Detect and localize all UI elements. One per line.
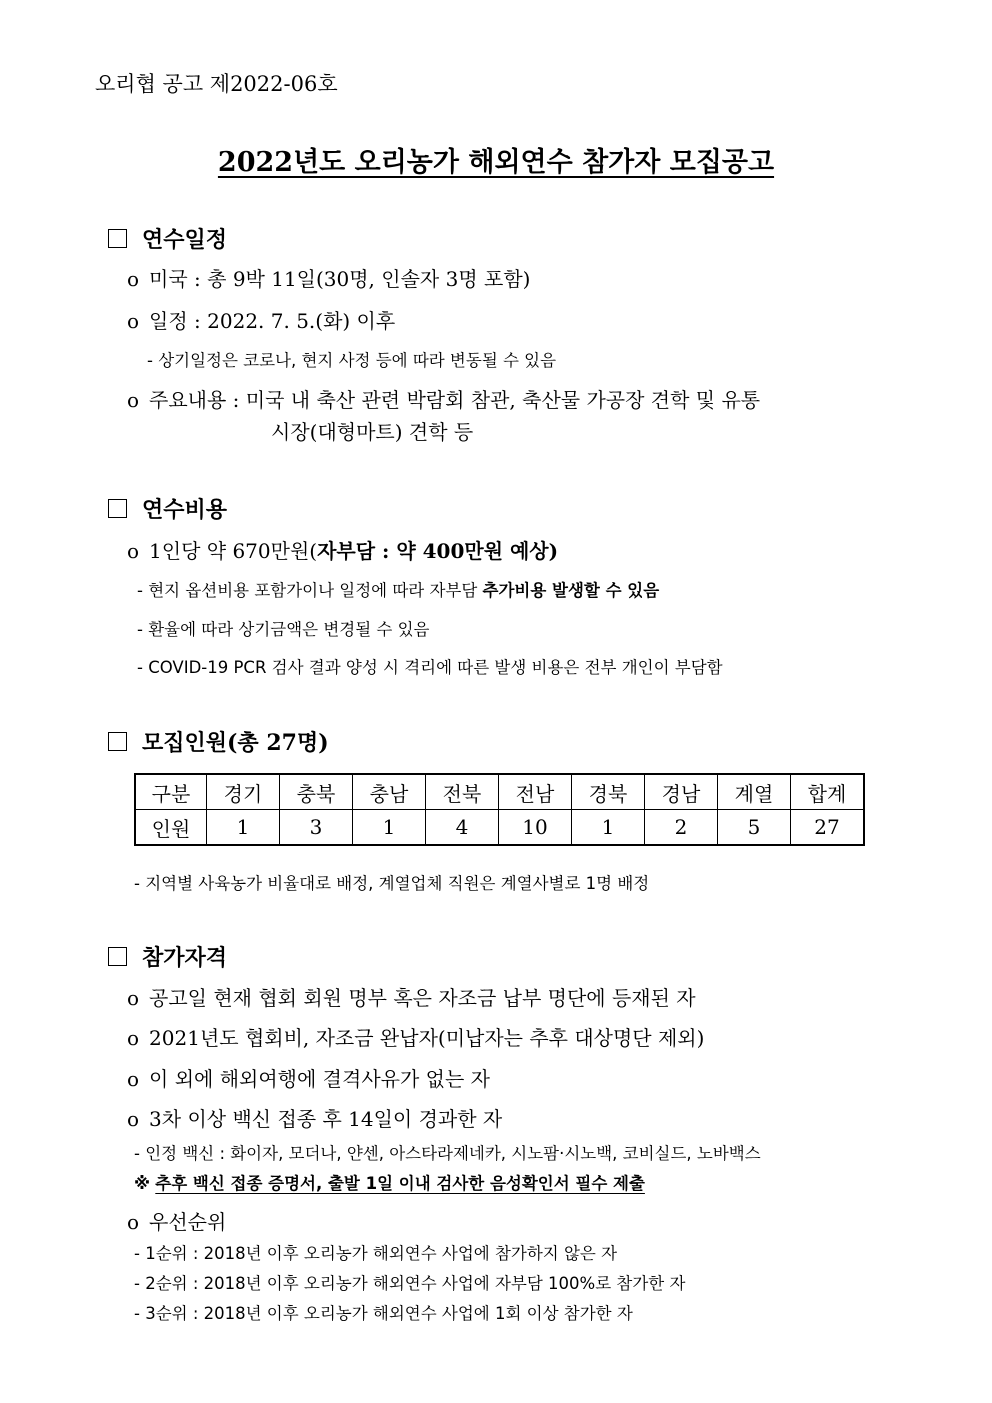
bullet-icon: o xyxy=(127,267,140,291)
schedule-date-note: - 상기일정은 코로나, 현지 사정 등에 따라 변동될 수 있음 xyxy=(147,351,557,370)
section-heading-text: 참가자격 xyxy=(142,945,228,971)
table-cell: 계열 xyxy=(718,774,791,810)
qualification-item xyxy=(127,982,696,1011)
schedule-date-text: 일정 : 2022. 7. 5.(화) 이후 xyxy=(149,309,396,333)
table-cell: 2 xyxy=(645,810,718,846)
schedule-destination xyxy=(127,263,530,292)
section-heading-qualification xyxy=(108,941,227,972)
table-cell: 인원 xyxy=(135,810,207,846)
table-cell: 10 xyxy=(499,810,572,846)
priority-item: - 3순위 : 2018년 이후 오리농가 해외연수 사업에 1회 이상 참가한 자 xyxy=(134,1304,633,1323)
table-cell: 경기 xyxy=(207,774,280,810)
reference-mark-icon: ※ xyxy=(134,1174,151,1193)
table-cell: 충북 xyxy=(280,774,353,810)
bullet-icon: o xyxy=(127,1026,140,1050)
section-heading-recruit xyxy=(108,726,329,757)
cost-main xyxy=(127,535,558,564)
schedule-content xyxy=(127,384,760,413)
qualification-item-text: 3차 이상 백신 접종 후 14일이 경과한 자 xyxy=(149,1107,503,1131)
cost-note-1-prefix: - 현지 옵션비용 포함가이나 일정에 따라 자부담 xyxy=(137,581,483,600)
checkbox-square-icon xyxy=(108,732,127,751)
cost-note-2: - 환율에 따라 상기금액은 변경될 수 있음 xyxy=(137,620,430,639)
table-header-row xyxy=(135,774,864,810)
schedule-date xyxy=(127,305,395,334)
required-documents-text: 추후 백신 접종 증명서, 출발 1일 이내 검사한 음성확인서 필수 제출 xyxy=(155,1174,645,1193)
cost-note-1 xyxy=(137,577,659,601)
schedule-content-line1: 미국 내 축산 관련 박람회 참관, 축산물 가공장 견학 및 유통 xyxy=(245,388,761,412)
vaccine-note: - 인정 백신 : 화이자, 모더나, 얀센, 아스타라제네카, 시노팜·시노백, 코비실드, 노바백스 xyxy=(134,1144,761,1163)
section-heading-text: 연수비용 xyxy=(142,497,228,523)
table-cell: 구분 xyxy=(135,774,207,810)
table-row xyxy=(135,810,864,846)
checkbox-square-icon xyxy=(108,499,127,518)
qualification-item xyxy=(127,1063,490,1092)
table-cell: 1 xyxy=(572,810,645,846)
table-cell: 5 xyxy=(718,810,791,846)
qualification-item xyxy=(127,1022,704,1051)
table-cell: 합계 xyxy=(791,774,865,810)
section-heading-text: 연수일정 xyxy=(142,227,228,253)
bullet-icon: o xyxy=(127,388,140,412)
qualification-item xyxy=(127,1103,502,1132)
section-heading-cost xyxy=(108,493,227,524)
table-cell: 3 xyxy=(280,810,353,846)
table-cell: 4 xyxy=(426,810,499,846)
table-cell: 1 xyxy=(353,810,426,846)
priority-label-text: 우선순위 xyxy=(149,1210,227,1234)
table-cell: 1 xyxy=(207,810,280,846)
section-heading-schedule xyxy=(108,223,227,254)
table-cell: 27 xyxy=(791,810,865,846)
table-cell: 충남 xyxy=(353,774,426,810)
page-title xyxy=(0,140,992,179)
table-cell: 경북 xyxy=(572,774,645,810)
cost-main-prefix: 1인당 약 670만원( xyxy=(149,539,318,563)
bullet-icon: o xyxy=(127,1107,140,1131)
qualification-item-text: 이 외에 해외여행에 결격사유가 없는 자 xyxy=(149,1067,490,1091)
schedule-content-label: 주요내용 : xyxy=(149,388,240,412)
recruit-note: - 지역별 사육농가 비율대로 배정, 계열업체 직원은 계열사별로 1명 배정 xyxy=(134,874,650,893)
bullet-icon: o xyxy=(127,309,140,333)
priority-label xyxy=(127,1206,226,1235)
notice-number: 오리협 공고 제2022-06호 xyxy=(95,72,338,96)
bullet-icon: o xyxy=(127,986,140,1010)
priority-item: - 2순위 : 2018년 이후 오리농가 해외연수 사업에 자부담 100%로 참가한 자 xyxy=(134,1274,686,1293)
priority-item: - 1순위 : 2018년 이후 오리농가 해외연수 사업에 참가하지 않은 자 xyxy=(134,1244,618,1263)
cost-main-bold: 자부담 : 약 400만원 예상) xyxy=(317,539,559,563)
bullet-icon: o xyxy=(127,1067,140,1091)
bullet-icon: o xyxy=(127,1210,140,1234)
page-title-text: 2022년도 오리농가 해외연수 참가자 모집공고 xyxy=(217,147,775,178)
table-cell: 전남 xyxy=(499,774,572,810)
checkbox-square-icon xyxy=(108,229,127,248)
recruit-table xyxy=(134,773,865,846)
qualification-item-text: 2021년도 협회비, 자조금 완납자(미납자는 추후 대상명단 제외) xyxy=(149,1026,705,1050)
checkbox-square-icon xyxy=(108,947,127,966)
qualification-item-text: 공고일 현재 협회 회원 명부 혹은 자조금 납부 명단에 등재된 자 xyxy=(149,986,696,1010)
table-cell: 경남 xyxy=(645,774,718,810)
schedule-destination-text: 미국 : 총 9박 11일(30명, 인솔자 3명 포함) xyxy=(149,267,531,291)
cost-note-1-bold: 추가비용 발생할 수 있음 xyxy=(482,581,660,600)
bullet-icon: o xyxy=(127,539,140,563)
schedule-content-line2: 시장(대형마트) 견학 등 xyxy=(271,420,474,444)
table-cell: 전북 xyxy=(426,774,499,810)
cost-note-3: - COVID-19 PCR 검사 결과 양성 시 격리에 따른 발생 비용은 전부 개인이 부담함 xyxy=(137,658,723,677)
required-documents-note xyxy=(134,1170,645,1194)
section-heading-text: 모집인원(총 27명) xyxy=(142,730,329,756)
